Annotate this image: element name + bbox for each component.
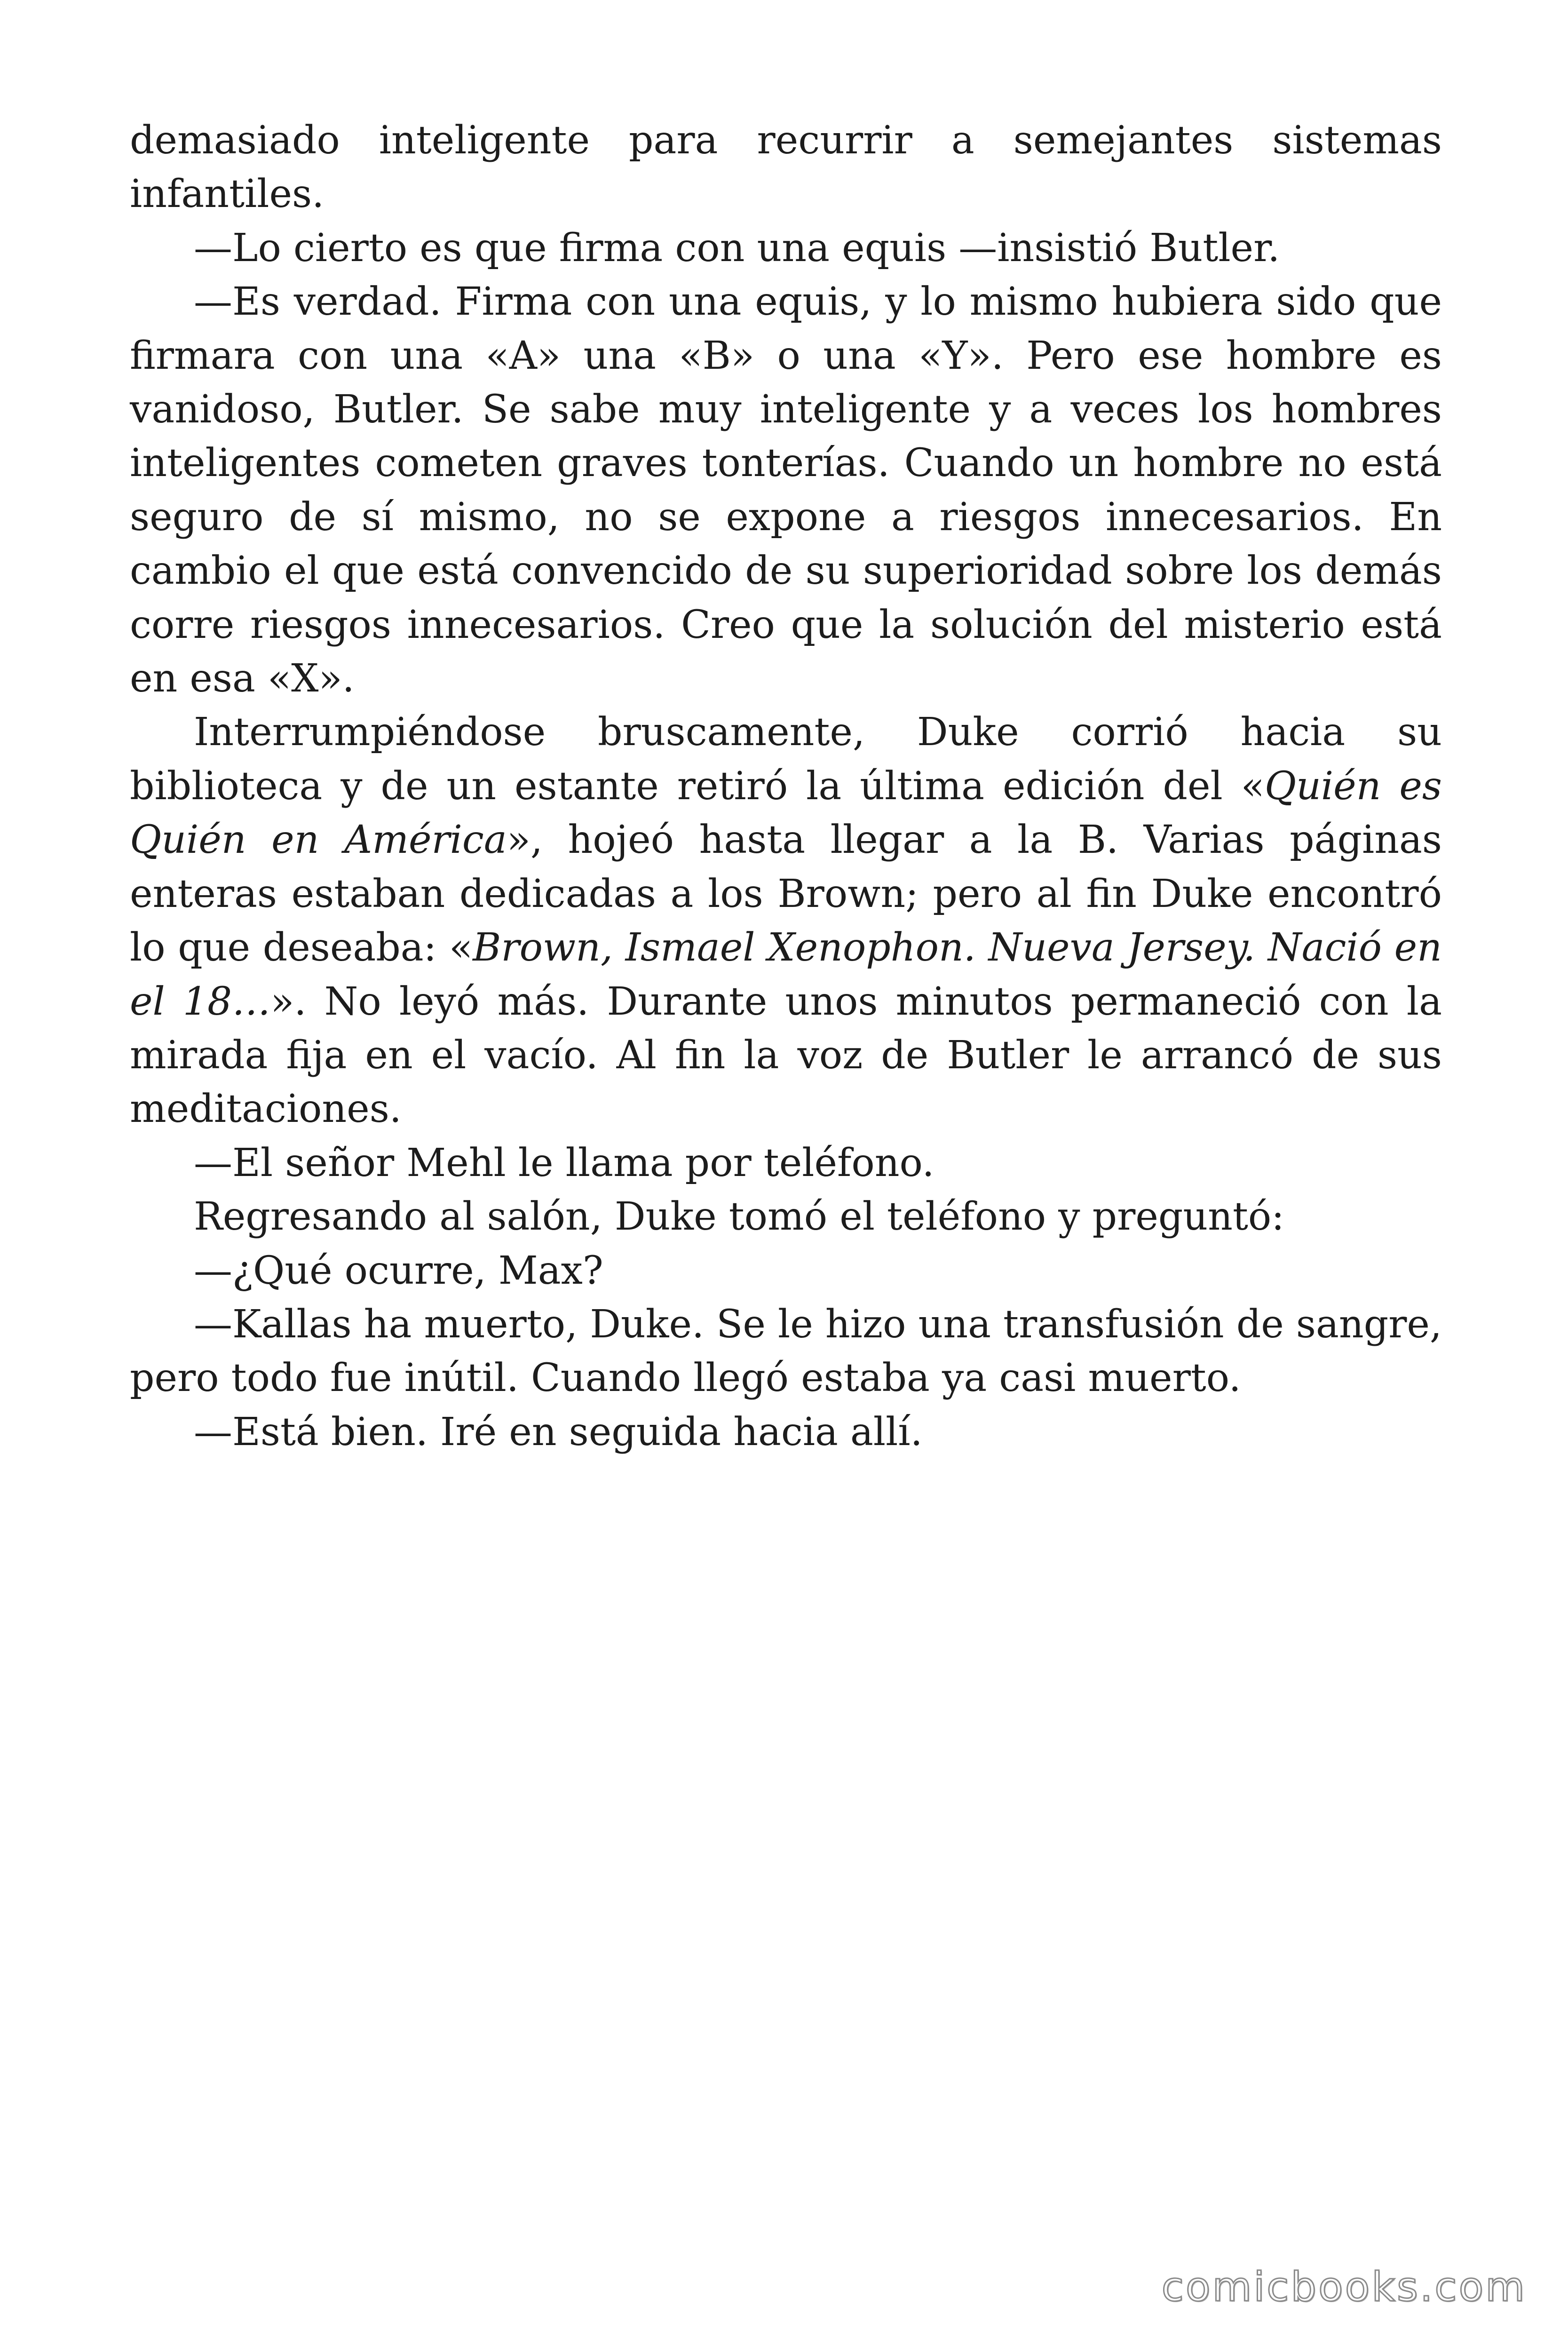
paragraph: —Está bien. Iré en seguida hacia allí. <box>194 1409 923 1454</box>
paragraph: —Lo cierto es que firma con una equis —insistió Butler. <box>194 225 1280 270</box>
paragraph: Regresando al salón, Duke tomó el teléfono y preguntó: <box>194 1194 1284 1240</box>
paragraph: —Kallas ha muerto, Duke. Se le hizo una transfusión de sangre, pero todo fue inútil. Cuando llegó estaba ya casi muerto. <box>130 1302 1442 1401</box>
paragraph-text: Interrumpiéndose bruscamente, Duke corrió hacia su biblioteca y de un estante retiró la última edición del « <box>130 710 1442 809</box>
paragraph: —Es verdad. Firma con una equis, y lo mismo hubiera sido que firmara con una «A» una «B» o una «Y». Pero ese hombre es vanidoso, Butler. Se sabe muy inteligente y a veces los hombres inteligentes cometen graves tonterías. Cuando un hombre no está seguro de sí mismo, no se expone a riesgos innecesarios. En cambio el que está convencido de su superioridad sobre los demás corre riesgos innecesarios. Creo que la solución del misterio está en esa «X». <box>130 279 1442 701</box>
paragraph: —El señor Mehl le llama por teléfono. <box>194 1140 934 1185</box>
paragraph <box>130 706 1442 1136</box>
paragraph: demasiado inteligente para recurrir a semejantes sistemas infantiles. <box>130 118 1442 217</box>
paragraph-text: ». No leyó más. Durante unos minutos permaneció con la mirada fija en el vacío. Al fin la voz de Butler le arrancó de sus meditaciones. <box>130 979 1442 1132</box>
paragraph: —¿Qué ocurre, Max? <box>194 1248 603 1293</box>
paragraph-text: », hojeó hasta llegar a la B. Varias páginas enteras estaban dedicadas a los Brown; pero al fin Duke encontró lo que deseaba: « <box>130 818 1442 970</box>
body-text <box>130 114 1442 1459</box>
book-title: Quién es Quién en América <box>130 763 1442 863</box>
book-entry-quote: Brown, Ismael Xenophon. Nueva Jersey. Nació en el 18… <box>130 925 1442 1024</box>
watermark: comicbooks.com <box>1161 2264 1527 2311</box>
